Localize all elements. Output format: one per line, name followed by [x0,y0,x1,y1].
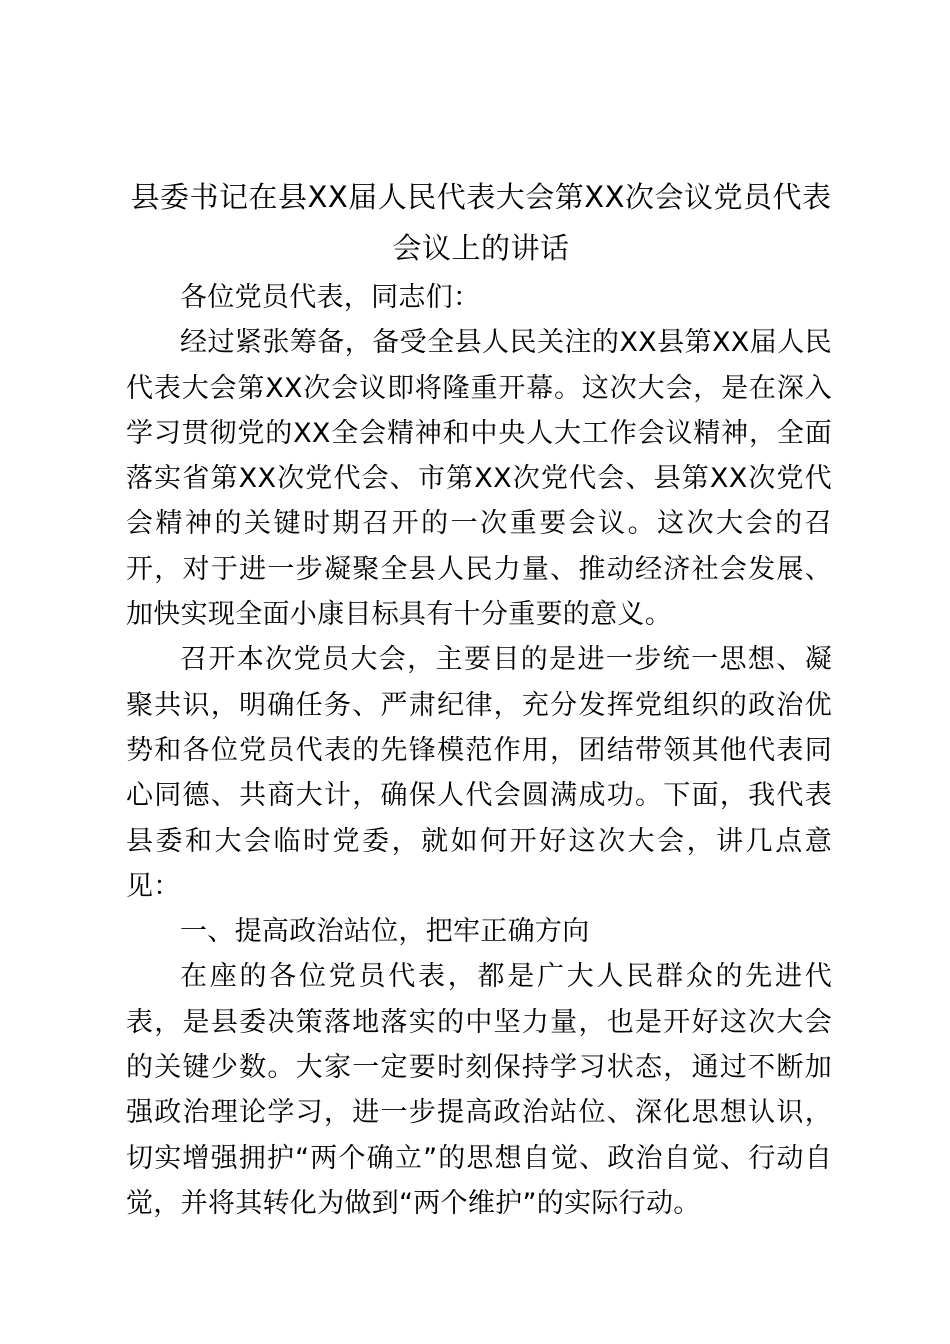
section-heading: 一、提高政治站位，把牢正确方向 [180,916,590,948]
paragraph-1: 经过紧张筹备，备受全县人民关注的XX县第XX届人民代表大会第XX次会议即将隆重开幕。这次大会，是在深入学习贯彻党的XX全会精神和中央人大工作会议精神，全面落实省第XX次党代会、市第XX次党代会、县第XX次党代会精神的关键时期召开的一次重要会议。这次大会的召开，对于进一步凝聚全县人民力量、推动经济社会发展、加快实现全面小康目标具有十分重要的意义。 [126,327,832,631]
paragraph-2: 召开本次党员大会，主要目的是进一步统一思想、凝聚共识，明确任务、严肃纪律，充分发挥党组织的政治优势和各位党员代表的先锋模范作用，团结带领其他代表同心同德、共商大计，确保人代会圆满成功。下面，我代表县委和大会临时党委，就如何开好这次大会，讲几点意见： [126,644,832,902]
document-body [126,275,832,1226]
document-title: 县委书记在县XX届人民代表大会第XX次会议党员代表会议上的讲话 [130,180,832,265]
section-paragraph: 在座的各位党员代表，都是广大人民群众的先进代表，是县委决策落地落实的中坚力量，也是开好这次大会的关键少数。大家一定要时刻保持学习状态，通过不断加强政治理论学习，进一步提高政治站位、深化思想认识，切实增强拥护“两个确立”的思想自觉、政治自觉、行动自觉，并将其转化为做到“两个维护”的实际行动。 [126,961,832,1219]
salutation: 各位党员代表，同志们： [180,282,481,313]
